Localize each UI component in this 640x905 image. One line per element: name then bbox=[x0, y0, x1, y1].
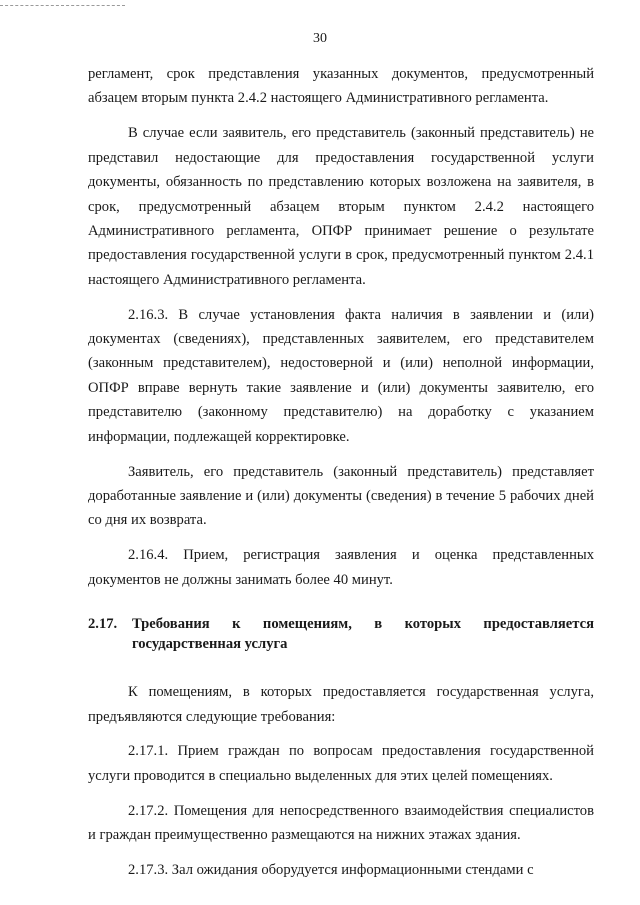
section-title: Требования к помещениям, в которых предоставляется государственная услуга bbox=[132, 616, 594, 653]
paragraph: 2.16.4. Прием, регистрация заявления и оценка представленных документов не должны занимать более 40 минут. bbox=[88, 547, 594, 588]
document-body bbox=[88, 62, 594, 893]
paragraph: регламент, срок представления указанных документов, предусмотренный абзацем вторым пункта 2.4.2 настоящего Административного регламента. bbox=[88, 66, 594, 107]
section-number: 2.17. bbox=[88, 616, 118, 633]
scan-artifact bbox=[0, 5, 125, 6]
paragraph: 2.17.2. Помещения для непосредственного взаимодействия специалистов и граждан преимущественно размещаются на нижних этажах здания. bbox=[88, 802, 594, 844]
paragraph: К помещениям, в которых предоставляется государственная услуга, предъявляются следующие требования: bbox=[88, 684, 594, 725]
section-heading bbox=[88, 614, 594, 654]
paragraph: 2.17.3. Зал ожидания оборудуется информационными стендами с bbox=[128, 862, 534, 879]
paragraph: В случае если заявитель, его представитель (законный представитель) не представил недостающие для предоставления государственной услуги документы, обязанность по представлению которых возложена на заявителя, в срок, предусмотренный абзацем вторым пунктом 2.4.2 настоящего Административного регламента, ОПФР принимает решение о результате предоставления государственной услуги в срок, предусмотренный пунктом 2.4.1 настоящего Административного регламента. bbox=[88, 125, 594, 288]
page-number: 30 bbox=[313, 31, 327, 46]
paragraph: 2.17.1. Прием граждан по вопросам предоставления государственной услуги проводится в специально выделенных для этих целей помещениях. bbox=[88, 743, 594, 784]
paragraph: 2.16.3. В случае установления факта наличия в заявлении и (или) документах (сведениях), представленных заявителем, его представителем (законным представителем), недостоверной и (или) неполной информации, ОПФР вправе вернуть такие заявление и (или) документы заявителю, его представителю (законному представителю) на доработку с указанием информации, подлежащей корректировке. bbox=[88, 306, 594, 445]
paragraph: Заявитель, его представитель (законный представитель) представляет доработанные заявление и (или) документы (сведения) в течение 5 рабочих дней со дня их возврата. bbox=[88, 463, 594, 529]
